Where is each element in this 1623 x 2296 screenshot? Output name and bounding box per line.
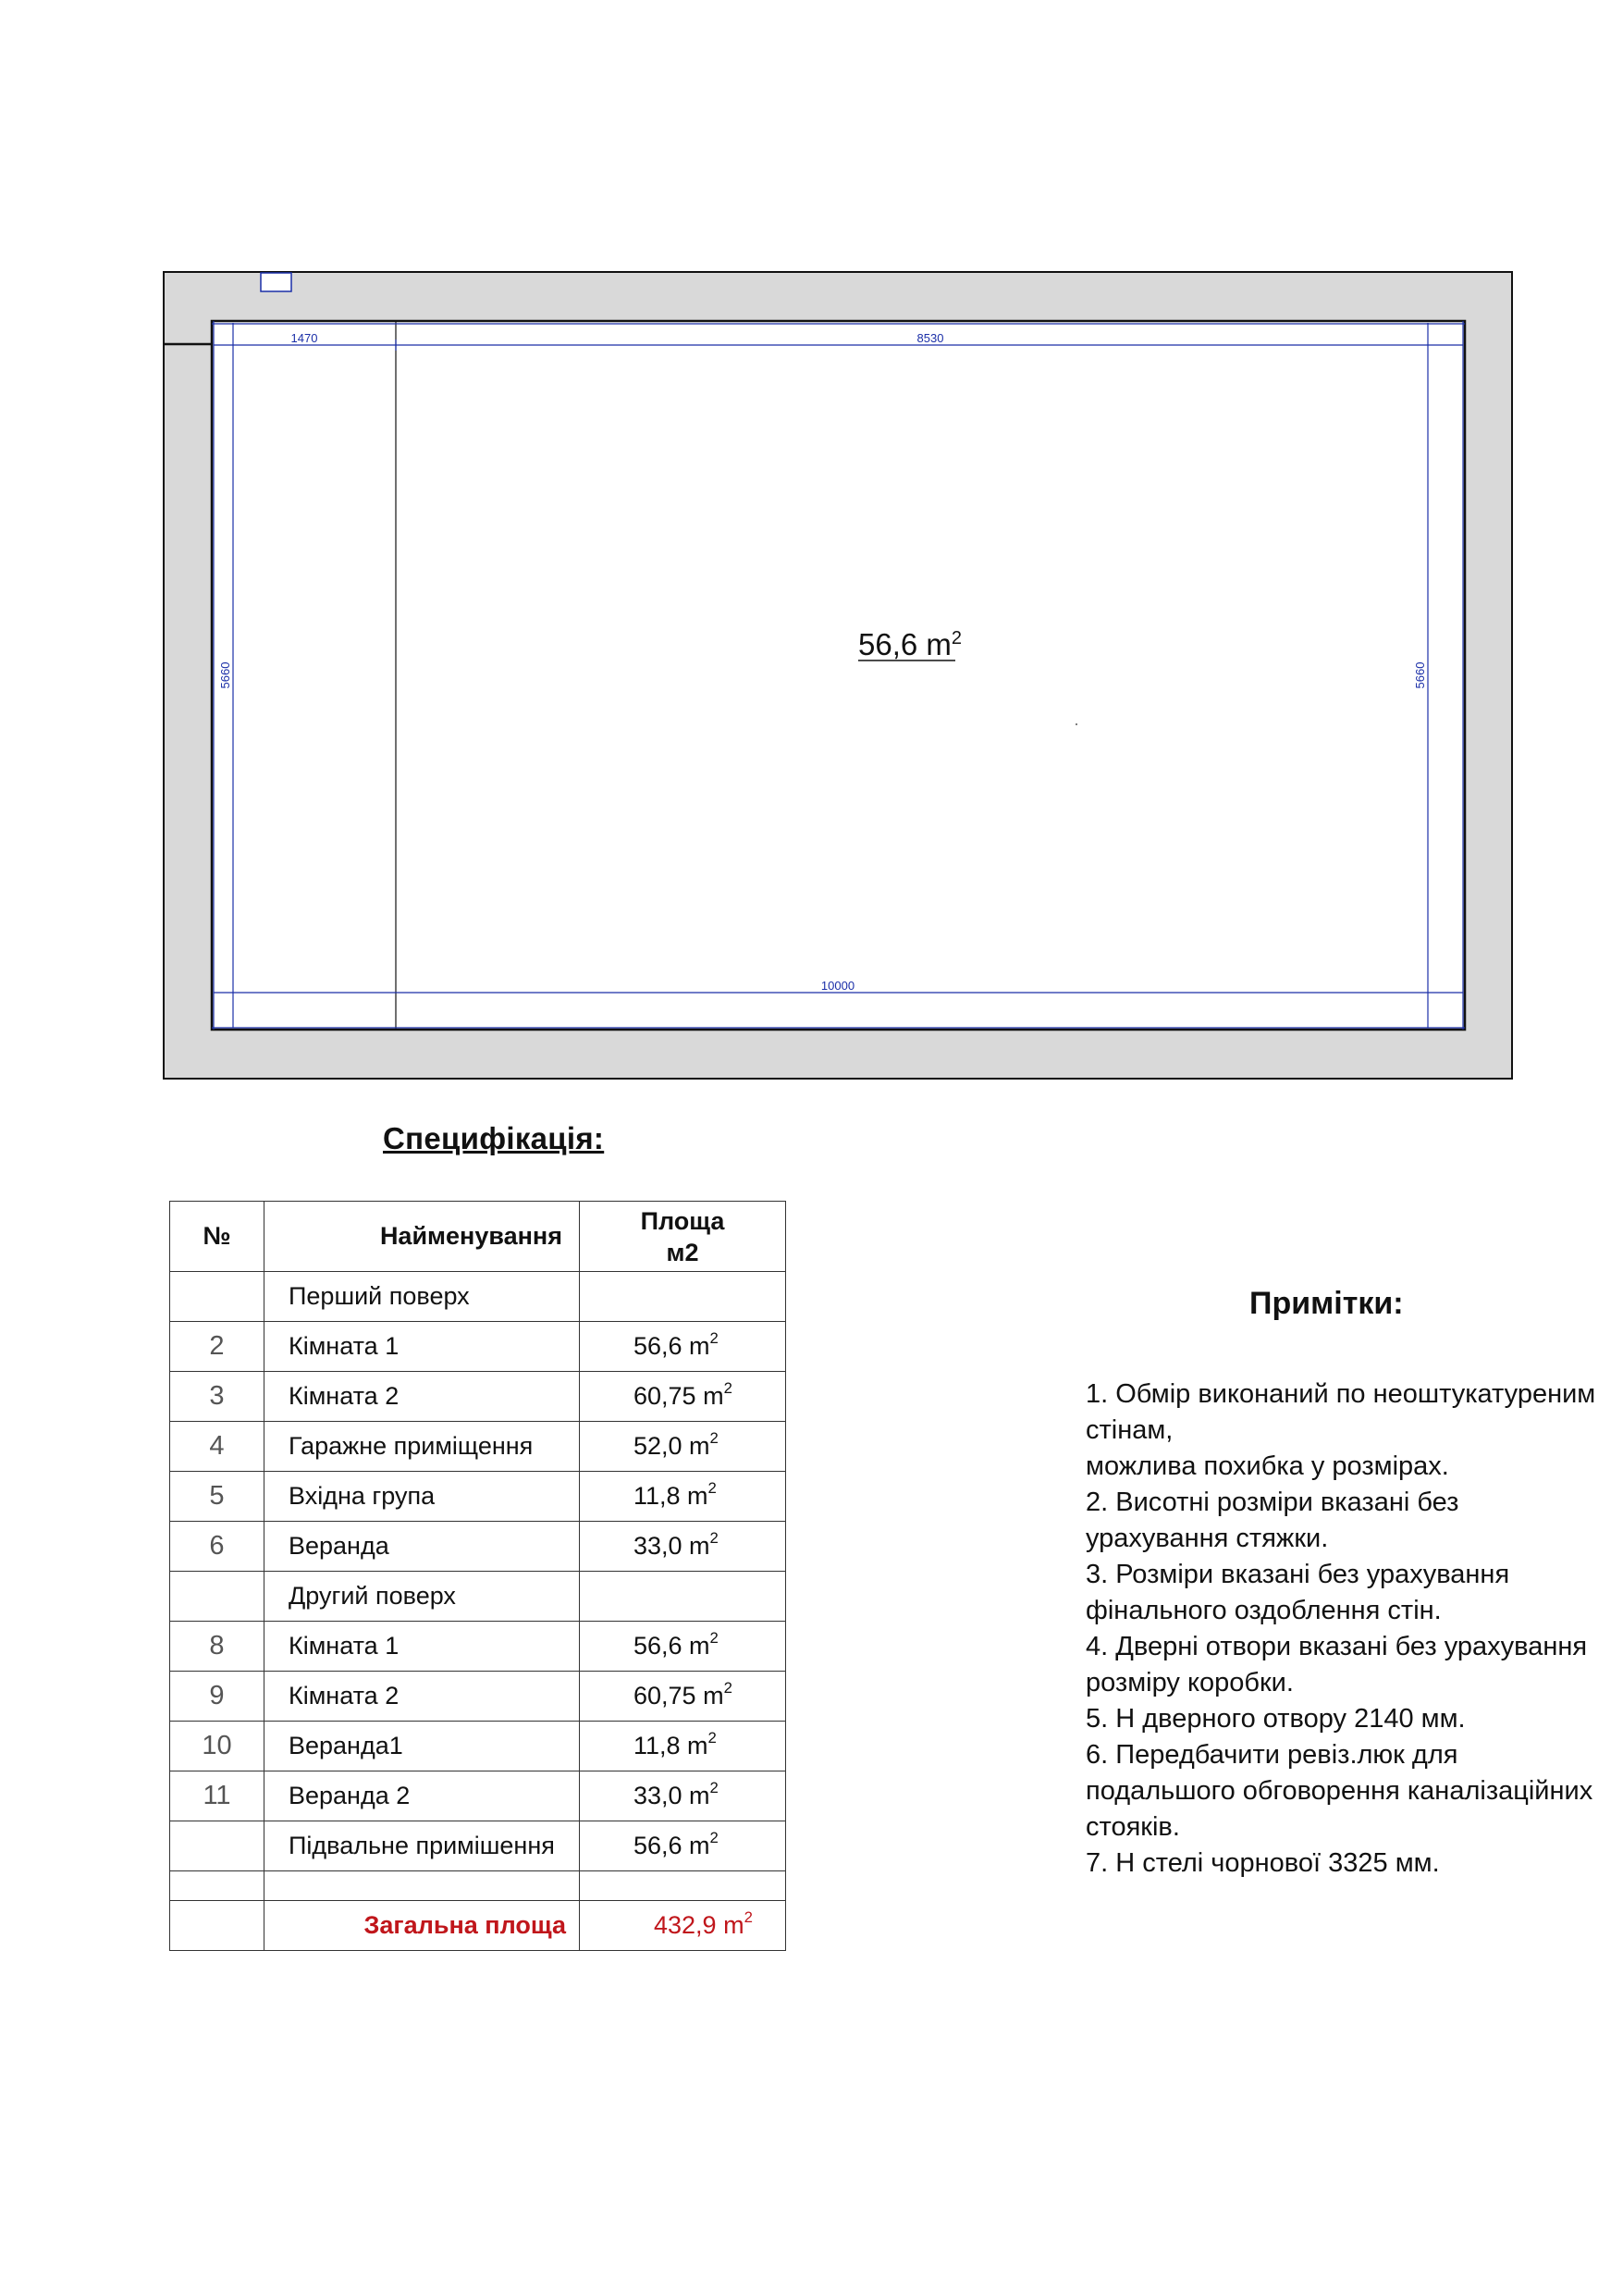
row-name: Кімната 2 <box>264 1372 580 1422</box>
row-number: 10 <box>170 1722 264 1771</box>
note-line: 2. Висотні розміри вказані без <box>1086 1487 1459 1517</box>
total-area <box>580 1901 786 1951</box>
note-line: 3. Розміри вказані без урахування <box>1086 1560 1510 1589</box>
row-name: Гаражне приміщення <box>264 1422 580 1472</box>
header-num: № <box>170 1202 264 1272</box>
window-marker <box>261 273 291 291</box>
note-line: розміру коробки. <box>1086 1668 1294 1697</box>
row-area-exp: 2 <box>709 1329 719 1348</box>
row-area-exp: 2 <box>709 1529 719 1548</box>
table-row <box>170 1472 786 1522</box>
table-row <box>170 1622 786 1672</box>
spec-table <box>169 1201 786 1951</box>
header-name: Найменування <box>264 1202 580 1272</box>
notes-title: Примітки: <box>1249 1286 1404 1321</box>
dim-right: 5660 <box>1413 661 1427 689</box>
row-number: 9 <box>170 1672 264 1722</box>
row-number: 4 <box>170 1422 264 1472</box>
row-area <box>580 1422 786 1472</box>
room-floor <box>212 321 1465 1030</box>
note-line: 1. Обмір виконаний по неоштукатуреним <box>1086 1379 1596 1409</box>
note-line: 4. Дверні отвори вказані без урахування <box>1086 1632 1588 1661</box>
note-line: можлива похибка у розмірах. <box>1086 1451 1449 1481</box>
row-name: Кімната 1 <box>264 1322 580 1372</box>
note-line: 5. Н дверного отвору 2140 мм. <box>1086 1704 1466 1734</box>
table-row <box>170 1372 786 1422</box>
table-row <box>170 1322 786 1372</box>
floor-plan <box>163 271 1513 1080</box>
note-line: 7. Н стелі чорнової 3325 мм. <box>1086 1848 1440 1878</box>
row-area-value: 52,0 m <box>633 1432 710 1460</box>
row-area <box>580 1322 786 1372</box>
spec-title: Специфікація: <box>383 1121 605 1155</box>
row-area <box>580 1672 786 1722</box>
header-area-line1: Площа <box>640 1206 725 1235</box>
row-area <box>580 1622 786 1672</box>
row-number: 6 <box>170 1522 264 1572</box>
table-row <box>170 1771 786 1821</box>
room-area-exp: 2 <box>951 628 963 648</box>
row-area-value: 11,8 m <box>633 1482 708 1510</box>
table-row <box>170 1422 786 1472</box>
table-row <box>170 1572 786 1622</box>
spacer-cell <box>580 1871 786 1901</box>
row-area <box>580 1522 786 1572</box>
row-area-value: 33,0 m <box>633 1532 710 1560</box>
table-row <box>170 1272 786 1322</box>
total-area-value: 432,9 m <box>654 1911 744 1939</box>
header-area-line2: м2 <box>666 1238 699 1266</box>
note-line: подальшого обговорення каналізаційних <box>1086 1776 1593 1806</box>
row-area-exp: 2 <box>707 1479 717 1498</box>
note-line: урахування стяжки. <box>1086 1524 1329 1553</box>
row-name: Підвальне примішення <box>264 1821 580 1871</box>
row-name: Веранда1 <box>264 1722 580 1771</box>
row-area <box>580 1771 786 1821</box>
row-name: Другий поверх <box>264 1572 580 1622</box>
row-area-value: 56,6 m <box>633 1832 710 1859</box>
row-area <box>580 1272 786 1322</box>
row-number: 5 <box>170 1472 264 1522</box>
row-area-exp: 2 <box>723 1379 732 1398</box>
row-name: Перший поверх <box>264 1272 580 1322</box>
row-area-exp: 2 <box>707 1729 717 1747</box>
spacer-row <box>170 1871 786 1901</box>
table-row <box>170 1522 786 1572</box>
row-name: Вхідна група <box>264 1472 580 1522</box>
row-number <box>170 1821 264 1871</box>
row-area-value: 60,75 m <box>633 1682 724 1710</box>
row-area-value: 11,8 m <box>633 1732 708 1759</box>
header-area <box>580 1202 786 1272</box>
row-area-exp: 2 <box>709 1829 719 1847</box>
row-area <box>580 1722 786 1771</box>
row-name: Веранда <box>264 1522 580 1572</box>
spec-header-row <box>170 1202 786 1272</box>
total-number <box>170 1901 264 1951</box>
row-area-value: 56,6 m <box>633 1632 710 1660</box>
dim-top-left: 1470 <box>290 331 318 345</box>
table-row <box>170 1821 786 1871</box>
spacer-cell <box>170 1871 264 1901</box>
row-number: 8 <box>170 1622 264 1672</box>
table-row <box>170 1722 786 1771</box>
row-number: 2 <box>170 1322 264 1372</box>
dim-left: 5660 <box>218 661 232 689</box>
total-label: Загальна площа <box>264 1901 580 1951</box>
row-number <box>170 1272 264 1322</box>
row-number: 11 <box>170 1771 264 1821</box>
room-area-value: 56,6 m <box>858 627 952 661</box>
note-line: стояків. <box>1086 1812 1180 1842</box>
total-area-exp: 2 <box>744 1908 753 1927</box>
row-name: Кімната 1 <box>264 1622 580 1672</box>
row-area-value: 33,0 m <box>633 1782 710 1809</box>
note-line: стінам, <box>1086 1415 1174 1445</box>
row-area-exp: 2 <box>709 1779 719 1797</box>
row-number <box>170 1572 264 1622</box>
row-name: Веранда 2 <box>264 1771 580 1821</box>
spec-body <box>170 1272 786 1951</box>
row-area-exp: 2 <box>709 1629 719 1648</box>
dim-top-right: 8530 <box>916 331 944 345</box>
row-area <box>580 1821 786 1871</box>
dim-bottom: 10000 <box>820 979 855 993</box>
table-row <box>170 1672 786 1722</box>
row-number: 3 <box>170 1372 264 1422</box>
row-area <box>580 1372 786 1422</box>
row-area-value: 60,75 m <box>633 1382 724 1410</box>
row-area <box>580 1572 786 1622</box>
row-area <box>580 1472 786 1522</box>
room-center-dot <box>1076 723 1077 725</box>
row-area-exp: 2 <box>723 1679 732 1697</box>
note-line: 6. Передбачити ревіз.люк для <box>1086 1740 1458 1770</box>
note-line: фінального оздоблення стін. <box>1086 1596 1442 1625</box>
total-row <box>170 1901 786 1951</box>
row-area-exp: 2 <box>709 1429 719 1448</box>
spacer-cell <box>264 1871 580 1901</box>
room-area-label <box>858 627 962 661</box>
row-name: Кімната 2 <box>264 1672 580 1722</box>
row-area-value: 56,6 m <box>633 1332 710 1360</box>
notes-list <box>1086 1376 1604 1882</box>
